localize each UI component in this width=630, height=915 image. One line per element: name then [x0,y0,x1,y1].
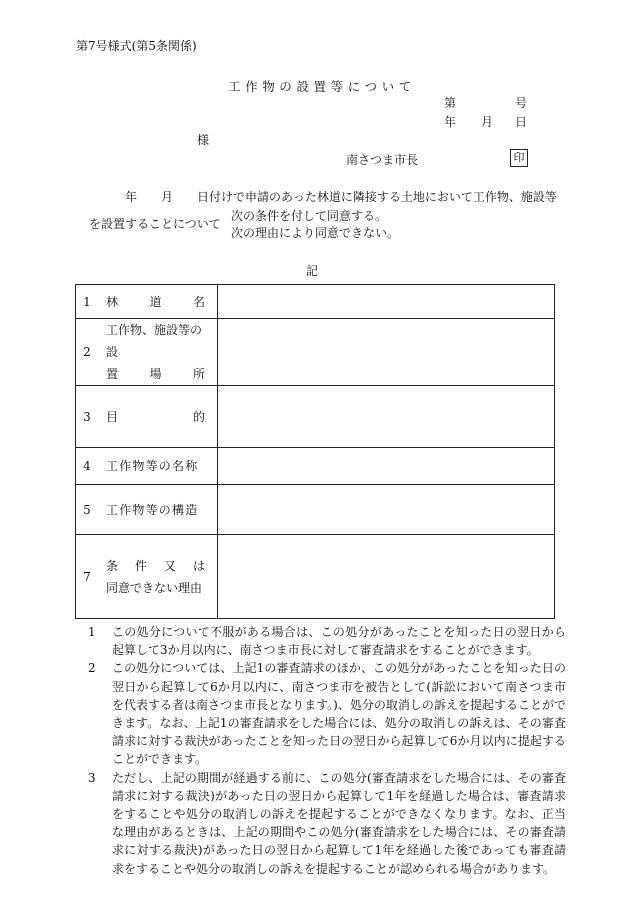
row-label-segment: 工作物、施設等の設 [106,323,203,359]
row-label-line [98,455,211,477]
note-number: 1 [88,625,96,639]
row-label-segment: 目 [106,409,119,424]
seal-mark: 印 [510,149,528,167]
row-number: 7 [76,535,99,619]
row-label-segment: 工作物等の構造 [106,502,199,517]
table-row [76,485,555,535]
body-year: 年 [125,190,138,204]
table-row [76,535,555,619]
row-label-segment: 工作物等の名称 [106,459,199,473]
body-text-left: を設置することについて [89,217,221,231]
row-number: 4 [76,448,99,485]
option-refuse: 次の理由により同意できない。 [231,226,400,240]
row-label [98,285,218,319]
form-number: 第7号様式(第5条関係) [76,39,197,53]
row-number: 5 [76,485,99,535]
note-number: 3 [88,770,96,785]
row-label-segment: 林 [106,294,119,309]
row-label-line [98,363,211,385]
row-label-line [98,555,211,577]
option-consent: 次の条件を付して同意する。 [231,209,388,223]
body-month: 月 [161,190,174,204]
note-text: ただし、上記の期間が経過する前に、この処分(審査請求をした場合には、その審査請求に対する裁決)があった日の翌日から起算して1年を経過した場合は、審査請求をすることや処分の取消しの訴えを提起することができなくなります。なお、正当な理由があるときは、上記の期間やこの処分(審査請求をした場合には、その審査請求に対する裁決)があった日の翌日から起算して1年を経過した後であっても審査請求をすることや処分の取消しの訴えを提起することが認められる場合があります。 [112,770,566,876]
row-label-segment: は [192,558,205,573]
body-text-line1: 日付けで申請のあった林道に隣接する土地において工作物、施設等 [197,190,557,204]
note-item [76,659,566,768]
row-label-segment: 場 [149,367,162,381]
note-item [76,623,566,659]
row-label-segment: 条 [106,558,119,573]
document-title: 工作物の設置等について [228,79,416,94]
row-number: 3 [76,386,99,448]
doc-number-prefix: 第 [444,96,457,110]
row-label-line [98,291,211,313]
table-row [76,285,555,319]
row-label-segment: 置 [106,367,119,381]
row-label-line [98,499,211,521]
row-label [98,535,218,619]
row-label-segment: 又 [163,558,176,573]
sender-name: 南さつま市長 [346,153,419,167]
items-table [75,284,555,619]
table-row [76,319,555,386]
row-label-line [98,319,211,363]
date-day: 日 [515,115,528,129]
row-number: 1 [76,285,99,319]
date-year: 年 [444,115,457,129]
row-value[interactable] [218,285,555,319]
row-value[interactable] [218,535,555,619]
row-value[interactable] [218,386,555,448]
ki-heading: 記 [306,264,319,278]
note-number: 2 [88,661,96,676]
row-label [98,319,218,386]
table-row [76,448,555,485]
row-label-segment: 同意できない理由 [106,580,203,595]
table-row [76,386,555,448]
row-value[interactable] [218,485,555,535]
row-value[interactable] [218,448,555,485]
doc-number-suffix: 号 [515,96,528,110]
row-label-line [98,577,211,599]
date-month: 月 [481,115,494,129]
row-label-segment: 名 [192,294,205,309]
note-text: この処分については、上記1の審査請求のほか、この処分があったことを知った日の翌日から起算して6か月以内に、南さつま市を被告として(訴訟において南さつま市を代表する者は南さつま市長となります。)、処分の取消しの訴えを提起することができます。なお、上記1の審査請求をした場合には、処分の取消しの訴えは、その審査請求に対する裁決があったことを知った日の翌日から起算して6か月以内に提起することができます。 [112,661,566,767]
addressee-suffix: 様 [197,133,210,147]
row-number: 2 [76,319,99,386]
row-label-segment: 件 [134,558,147,573]
row-label [98,448,218,485]
note-item [76,769,566,878]
row-label-segment: 的 [192,409,205,424]
row-label-segment: 所 [192,367,205,381]
row-value[interactable] [218,319,555,386]
row-label-line [98,406,211,428]
row-label [98,485,218,535]
row-label-segment: 道 [149,294,162,309]
note-text: この処分について不服がある場合は、この処分があったことを知った日の翌日から起算して3か月以内に、南さつま市長に対して審査請求をすることができます。 [112,625,566,658]
notes [76,623,566,878]
row-label [98,386,218,448]
